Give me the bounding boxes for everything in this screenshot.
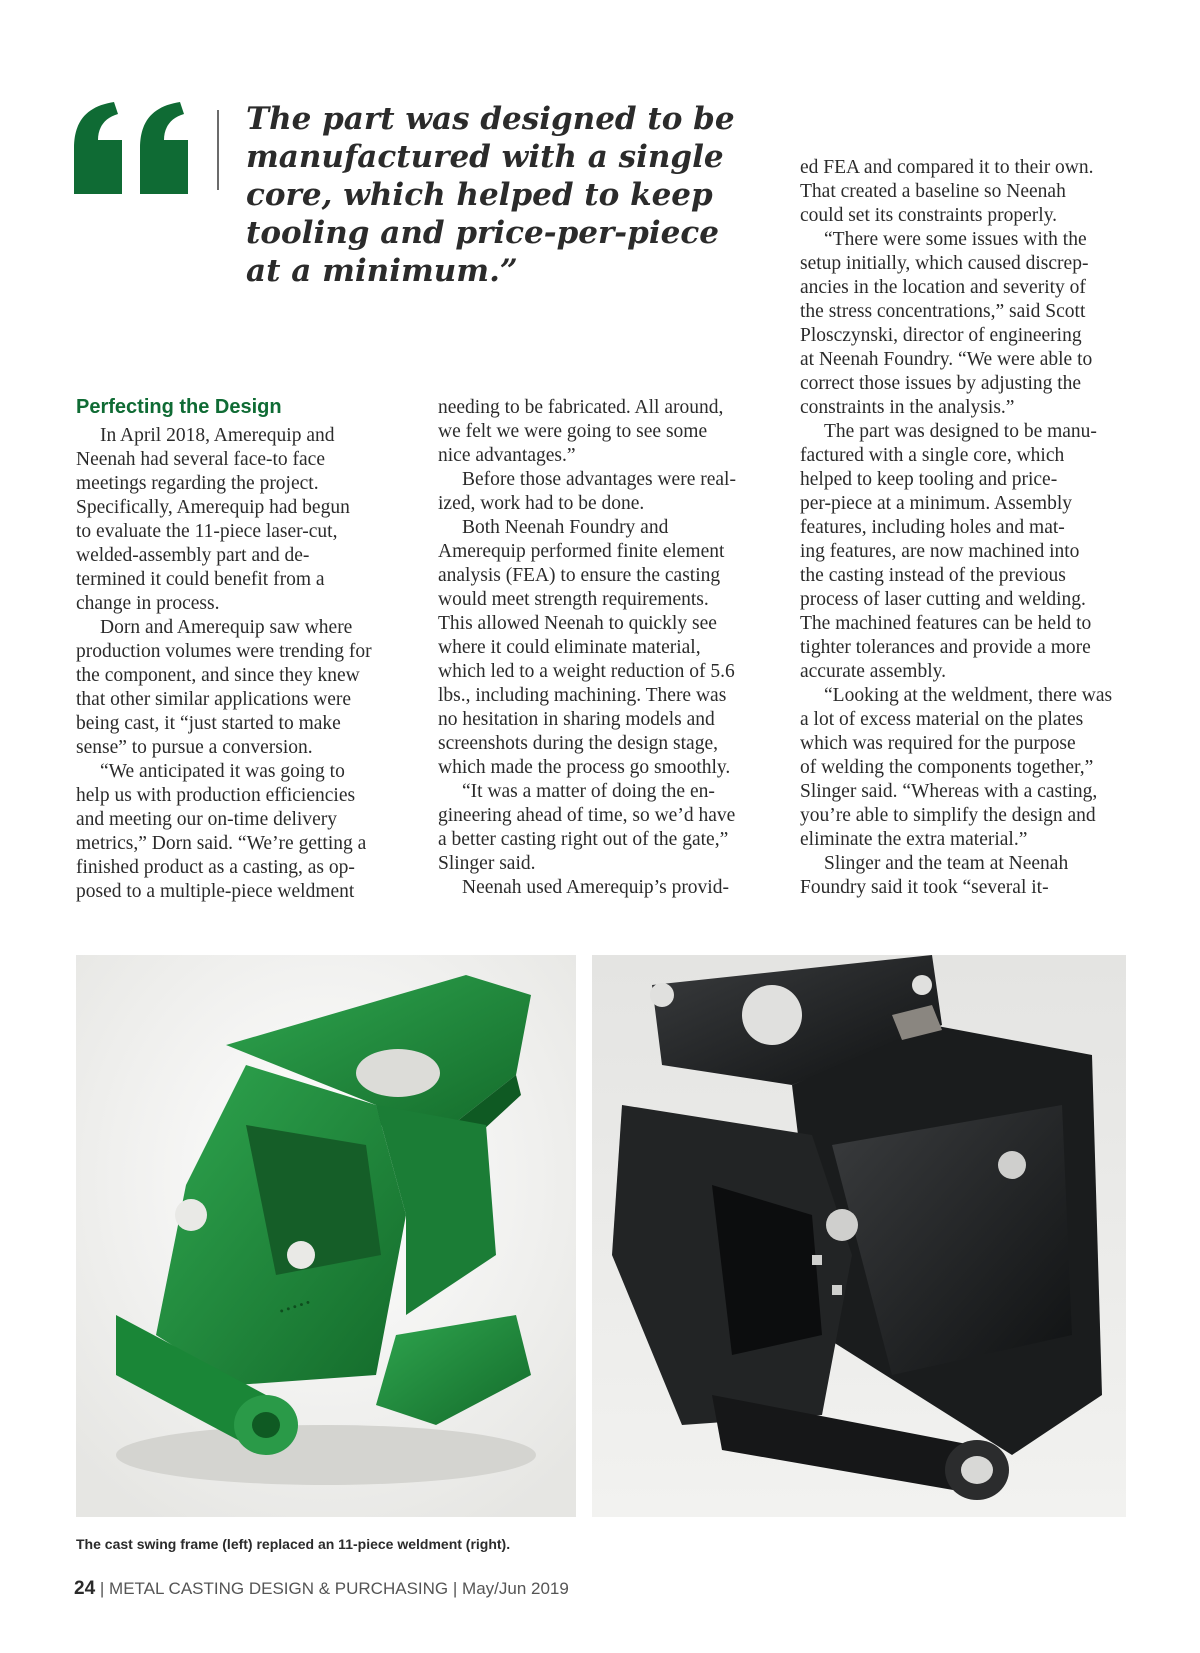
text-line: sense” to pursue a conversion. xyxy=(76,737,313,758)
text-line: needing to be fabricated. All around, xyxy=(438,397,724,418)
text-line: Before those advantages were real- xyxy=(462,469,736,490)
text-line: “There were some issues with the xyxy=(824,229,1087,250)
text-line: accurate assembly. xyxy=(800,661,946,682)
page-footer xyxy=(74,1578,569,1600)
text-line: meetings regarding the project. xyxy=(76,473,319,494)
text-line: process of laser cutting and welding. xyxy=(800,589,1086,610)
text-line: per-piece at a minimum. Assembly xyxy=(800,493,1073,514)
text-line: at Neenah Foundry. “We were able to xyxy=(800,349,1093,370)
svg-text:• • • • •: • • • • • xyxy=(278,1296,312,1318)
text-line: the component, and since they knew xyxy=(76,665,360,686)
text-line: we felt we were going to see some xyxy=(438,421,708,442)
text-line: Slinger said. xyxy=(438,853,536,874)
text-line: the stress concentrations,” said Scott xyxy=(800,301,1086,322)
text-line: which made the process go smoothly. xyxy=(438,757,731,778)
text-line: ed FEA and compared it to their own. xyxy=(800,157,1094,178)
text-line: helped to keep tooling and price- xyxy=(800,469,1058,490)
text-line: Both Neenah Foundry and xyxy=(462,517,669,538)
publication-name: METAL CASTING DESIGN & PURCHASING xyxy=(109,1579,449,1598)
text-line: Slinger said. “Whereas with a casting, xyxy=(800,781,1098,802)
footer-separator: | xyxy=(99,1579,105,1598)
pullquote xyxy=(246,100,766,290)
text-line: “We anticipated it was going to xyxy=(100,761,345,782)
text-line: ancies in the location and severity of xyxy=(800,277,1086,298)
text-line: ized, work had to be done. xyxy=(438,493,645,514)
article-column-3 xyxy=(800,156,1140,900)
text-line: “Looking at the weldment, there was xyxy=(824,685,1113,706)
text-line: could set its constraints properly. xyxy=(800,205,1058,226)
text-line: This allowed Neenah to quickly see xyxy=(438,613,717,634)
text-line: being cast, it “just started to make xyxy=(76,713,341,734)
text-line: Dorn and Amerequip saw where xyxy=(100,617,353,638)
text-line: correct those issues by adjusting the xyxy=(800,373,1082,394)
text-line: change in process. xyxy=(76,593,220,614)
text-line: metrics,” Dorn said. “We’re getting a xyxy=(76,833,367,854)
page-number: 24 xyxy=(74,1578,96,1599)
text-line: ing features, are now machined into xyxy=(800,541,1080,562)
text-line: nice advantages.” xyxy=(438,445,576,466)
issue-date: May/Jun 2019 xyxy=(462,1579,569,1598)
text-line: gineering ahead of time, so we’d have xyxy=(438,805,736,826)
text-line: the casting instead of the previous xyxy=(800,565,1066,586)
text-line: lbs., including machining. There was xyxy=(438,685,727,706)
text-line: screenshots during the design stage, xyxy=(438,733,718,754)
text-line: The machined features can be held to xyxy=(800,613,1092,634)
article-column-2 xyxy=(438,396,778,900)
text-line: a lot of excess material on the plates xyxy=(800,709,1084,730)
text-line: constraints in the analysis.” xyxy=(800,397,1015,418)
footer-separator: | xyxy=(452,1579,458,1598)
text-line: That created a baseline so Neenah xyxy=(800,181,1066,202)
text-line: and meeting our on-time delivery xyxy=(76,809,338,830)
text-line: a better casting right out of the gate,” xyxy=(438,829,729,850)
text-line: “It was a matter of doing the en- xyxy=(462,781,715,802)
article-column-1 xyxy=(76,396,406,904)
text-line: analysis (FEA) to ensure the casting xyxy=(438,565,721,586)
text-line: that other similar applications were xyxy=(76,689,352,710)
text-line: features, including holes and mat- xyxy=(800,517,1065,538)
text-line: In April 2018, Amerequip and xyxy=(100,425,335,446)
figure-caption: The cast swing frame (left) replaced an 11-piece weldment (right). xyxy=(76,1536,511,1552)
section-heading: Perfecting the Design xyxy=(76,396,282,418)
text-line: Plosczynski, director of engineering xyxy=(800,325,1082,346)
text-line: to evaluate the 11-piece laser-cut, xyxy=(76,521,338,542)
pullquote-line: core, which helped to keep xyxy=(246,177,713,213)
cast-swing-frame-photo xyxy=(76,955,576,1517)
text-line: help us with production efficiencies xyxy=(76,785,356,806)
text-line: Specifically, Amerequip had begun xyxy=(76,497,350,518)
text-line: finished product as a casting, as op- xyxy=(76,857,355,878)
text-line: posed to a multiple-piece weldment xyxy=(76,881,355,902)
text-line: factured with a single core, which xyxy=(800,445,1065,466)
text-line: which was required for the purpose xyxy=(800,733,1076,754)
text-line: Neenah used Amerequip’s provid- xyxy=(462,877,729,898)
text-line: production volumes were trending for xyxy=(76,641,372,662)
pullquote-line: at a minimum.” xyxy=(246,253,518,289)
text-line: you’re able to simplify the design and xyxy=(800,805,1096,826)
text-line: Amerequip performed finite element xyxy=(438,541,725,562)
cast-swing-frame-illustration xyxy=(76,955,576,1517)
pullquote-line: tooling and price-per-piece xyxy=(246,215,719,251)
pullquote-line: The part was designed to be xyxy=(246,101,735,137)
pullquote-line: manufactured with a single xyxy=(246,139,724,175)
text-line: setup initially, which caused discrep- xyxy=(800,253,1089,274)
text-line: of welding the components together,” xyxy=(800,757,1094,778)
text-line: would meet strength requirements. xyxy=(438,589,709,610)
text-line: where it could eliminate material, xyxy=(438,637,701,658)
text-line: tighter tolerances and provide a more xyxy=(800,637,1091,658)
text-line: no hesitation in sharing models and xyxy=(438,709,715,730)
text-line: Foundry said it took “several it- xyxy=(800,877,1049,898)
text-line: Neenah had several face-to face xyxy=(76,449,325,470)
text-line: which led to a weight reduction of 5.6 xyxy=(438,661,735,682)
pullquote-divider xyxy=(217,110,219,190)
text-line: termined it could benefit from a xyxy=(76,569,325,590)
text-line: Slinger and the team at Neenah xyxy=(824,853,1069,874)
weldment-illustration xyxy=(592,955,1126,1517)
weldment-photo xyxy=(592,955,1126,1517)
text-line: The part was designed to be manu- xyxy=(824,421,1097,442)
text-line: eliminate the extra material.” xyxy=(800,829,1028,850)
text-line: welded-assembly part and de- xyxy=(76,545,310,566)
quote-mark-icon xyxy=(74,102,192,194)
